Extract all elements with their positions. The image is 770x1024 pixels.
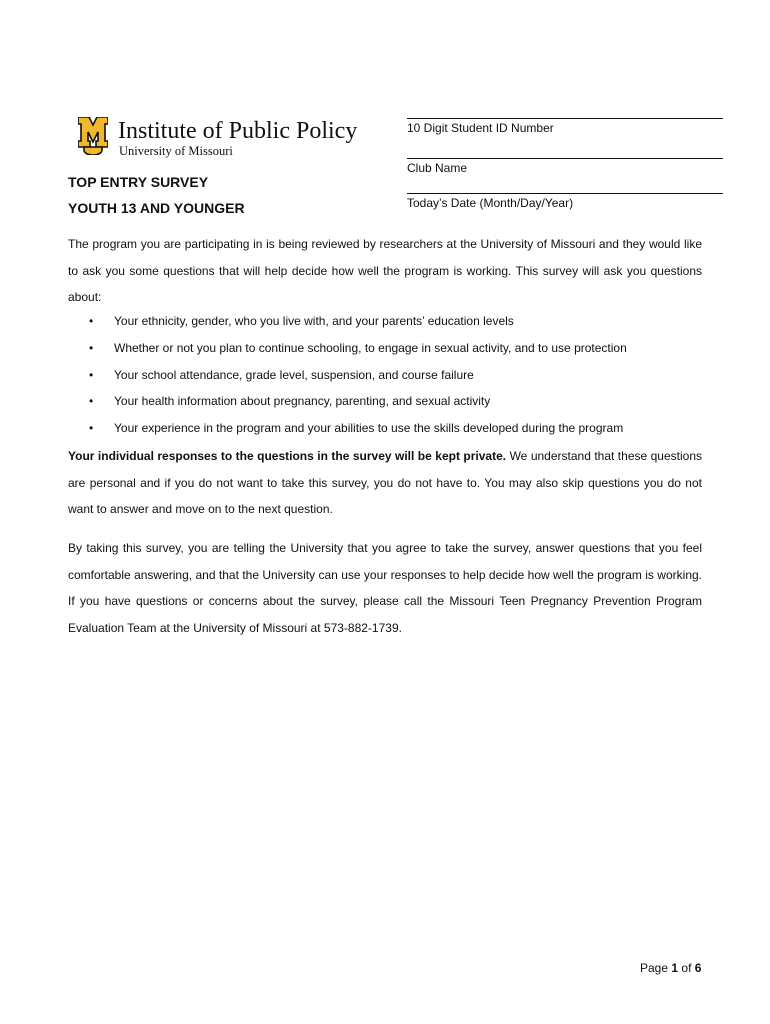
total-pages: 6 [694, 961, 702, 975]
list-item-text: Whether or not you plan to continue schooling, to engage in sexual activity, and to use protection [114, 340, 627, 355]
bullet-icon: • [89, 340, 94, 355]
page-number [640, 960, 701, 976]
logo-subtitle: University of Missouri [119, 144, 233, 158]
date-field[interactable] [407, 193, 723, 210]
institute-logo [78, 117, 378, 159]
of-word: of [681, 961, 692, 975]
bullet-icon: • [89, 421, 94, 436]
mizzou-m-logo-icon [78, 117, 108, 155]
list-item [68, 388, 702, 415]
logo-title: Institute of Public Policy [118, 118, 358, 144]
club-name-label: Club Name [407, 161, 468, 175]
list-item [68, 308, 702, 335]
bullet-icon: • [89, 367, 94, 382]
list-item [68, 335, 702, 362]
page-word: Page [640, 961, 669, 975]
list-item-text: Your ethnicity, gender, who you live with, and your parents’ education levels [114, 314, 514, 328]
current-page: 1 [671, 961, 679, 975]
date-label: Today’s Date (Month/Day/Year) [407, 196, 574, 210]
list-item-text: Your school attendance, grade level, suspension, and course failure [114, 367, 474, 382]
student-id-field[interactable] [407, 118, 723, 135]
privacy-details: We understand that these questions are personal and if you do not want to take this survey, you do not have to. You may also skip questions you do not want to answer and move on to the next question. [68, 449, 702, 516]
bullet-icon: • [89, 314, 94, 328]
bullet-icon: • [89, 394, 94, 409]
survey-title: TOP ENTRY SURVEY [68, 174, 209, 190]
privacy-statement: Your individual responses to the questions in the survey will be kept private. [68, 449, 507, 463]
consent-paragraph: By taking this survey, you are telling the University that you agree to take the survey, answer questions that you feel comfortable answering, and that the University can use your responses to help decide how well the program is working. If you have questions or concerns about the survey, please call the Missouri Teen Pregnancy Prevention Program Evaluation Team at the University of Missouri at 573-882-1739. [68, 541, 702, 635]
club-name-field[interactable] [407, 158, 723, 175]
list-item [68, 415, 702, 442]
topics-list [68, 308, 702, 442]
intro-paragraph: The program you are participating in is being reviewed by researchers at the University of Missouri and they would like to ask you some questions that will help decide how well the program is working. This survey will ask you questions about: [68, 237, 702, 304]
list-item [68, 362, 702, 389]
list-item-text: Your experience in the program and your abilities to use the skills developed during the program [114, 421, 624, 436]
privacy-paragraph [68, 443, 702, 523]
list-item-text: Your health information about pregnancy, parenting, and sexual activity [114, 394, 491, 409]
student-id-label: 10 Digit Student ID Number [407, 121, 554, 135]
survey-subtitle: YOUTH 13 AND YOUNGER [68, 200, 245, 216]
